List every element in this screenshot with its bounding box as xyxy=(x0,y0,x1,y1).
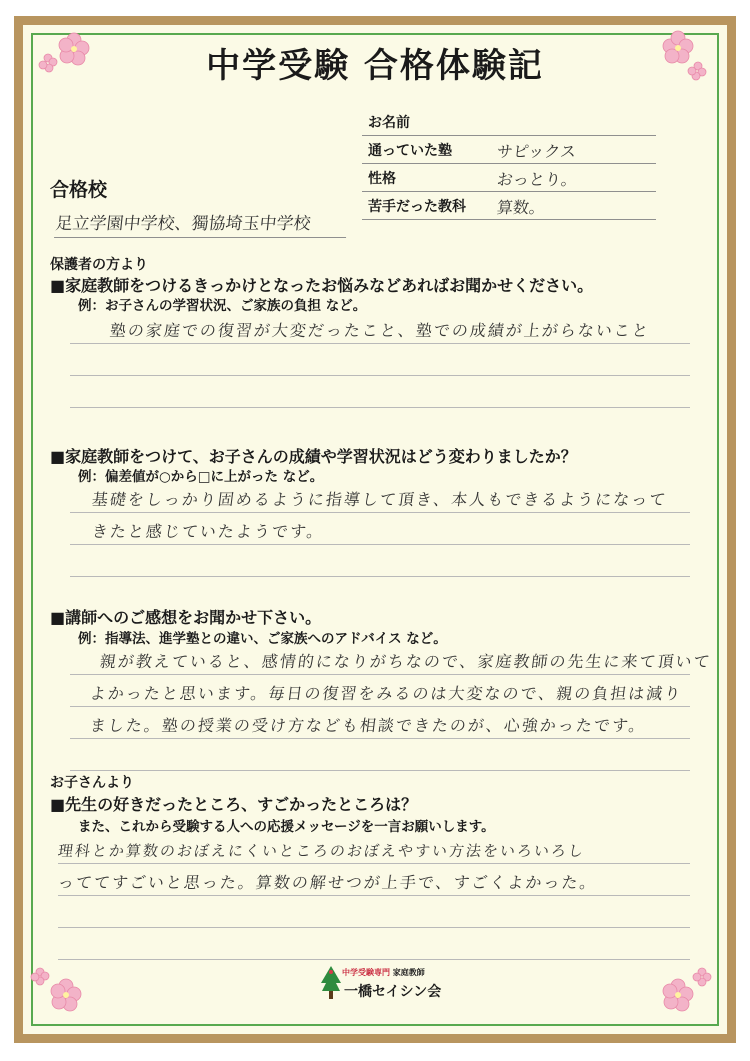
question-3: ■講師へのご感想をお聞かせ下さい。 xyxy=(50,608,322,627)
answer-line xyxy=(70,739,690,771)
profile-table xyxy=(362,108,656,220)
question-3-example: 例：指導法、進学塾との違い、ご家族へのアドバイス など。 xyxy=(78,631,447,647)
profile-label: 苦手だった教科 xyxy=(368,199,466,215)
answer-line xyxy=(70,312,690,344)
answer-text: 親が教えていると、感情的になりがちなので、家庭教師の先生に来て頂いて xyxy=(98,652,713,671)
answer-line xyxy=(70,707,690,739)
passed-school-value: 足立学園中学校、獨協埼玉中学校 xyxy=(54,209,349,238)
profile-row-personality xyxy=(362,164,656,192)
answer-2-lines xyxy=(70,481,690,577)
profile-row-cram-school xyxy=(362,136,656,164)
question-4-sub: また、これから受験する人への応援メッセージを一言お願いします。 xyxy=(78,819,495,835)
child-section-label: お子さんより xyxy=(50,775,134,791)
page-title: 中学受験 合格体験記 xyxy=(206,46,544,86)
answer-4-lines xyxy=(58,832,690,960)
answer-line xyxy=(58,864,690,896)
answer-3-lines xyxy=(70,643,713,771)
profile-value: おっとり。 xyxy=(495,170,578,189)
answer-line xyxy=(58,896,690,928)
logo-tagline-red: 中学受験専門 xyxy=(342,968,390,977)
question-2: ■家庭教師をつけて、お子さんの成績や学習状況はどう変わりましたか？ xyxy=(50,447,577,466)
profile-label: 通っていた塾 xyxy=(368,143,452,159)
answer-line xyxy=(70,675,690,707)
profile-label: 性格 xyxy=(368,171,396,187)
question-1: ■家庭教師をつけるきっかけとなったお悩みなどあればお聞かせください。 xyxy=(50,276,594,295)
answer-1-lines xyxy=(70,312,690,408)
parent-section-label: 保護者の方より xyxy=(50,257,148,273)
answer-text: きたと感じていたようです。 xyxy=(90,522,326,541)
answer-line xyxy=(70,376,690,408)
passed-school-label: 合格校 xyxy=(50,179,108,201)
profile-label: お名前 xyxy=(368,115,410,131)
logo-name: 一橋セイシン会 xyxy=(344,984,442,1000)
cherry-blossom-icon xyxy=(660,960,716,1016)
company-logo xyxy=(320,963,450,1003)
profile-value: 算数。 xyxy=(495,198,546,217)
profile-row-weak-subject xyxy=(362,192,656,220)
cherry-blossom-icon xyxy=(28,960,84,1016)
logo-tagline-text: 家庭教師 xyxy=(392,968,425,977)
answer-text: 理科とか算数のおぼえにくいところのおぼえやすい方法をいろいろし xyxy=(56,842,587,860)
answer-line xyxy=(70,643,713,675)
logo-tagline xyxy=(342,967,425,978)
answer-text: 基礎をしっかり固めるように指導して頂き、本人もできるようになって xyxy=(90,490,669,509)
question-2-example: 例：偏差値が○から□に上がった など。 xyxy=(78,469,324,485)
answer-text: ました。塾の授業の受け方なども相談できたのが、心強かったです。 xyxy=(88,716,648,735)
answer-text: っててすごいと思った。算数の解せつが上手で、すごくよかった。 xyxy=(56,873,599,892)
answer-line xyxy=(58,928,690,960)
answer-line xyxy=(70,344,690,376)
answer-text: 塾の家庭での復習が大変だったこと、塾での成績が上がらないこと xyxy=(108,321,652,340)
answer-line xyxy=(70,481,690,513)
answer-line xyxy=(70,513,690,545)
profile-value: サピックス xyxy=(495,142,578,161)
question-4: ■先生の好きだったところ、すごかったところは？ xyxy=(50,795,418,814)
answer-line xyxy=(58,832,690,864)
question-1-example: 例：お子さんの学習状況、ご家族の負担 など。 xyxy=(78,298,367,314)
tree-logo-icon xyxy=(320,965,342,999)
profile-row-name xyxy=(362,108,656,136)
answer-text: よかったと思います。毎日の復習をみるのは大変なので、親の負担は減り xyxy=(88,684,684,703)
answer-line xyxy=(70,545,690,577)
